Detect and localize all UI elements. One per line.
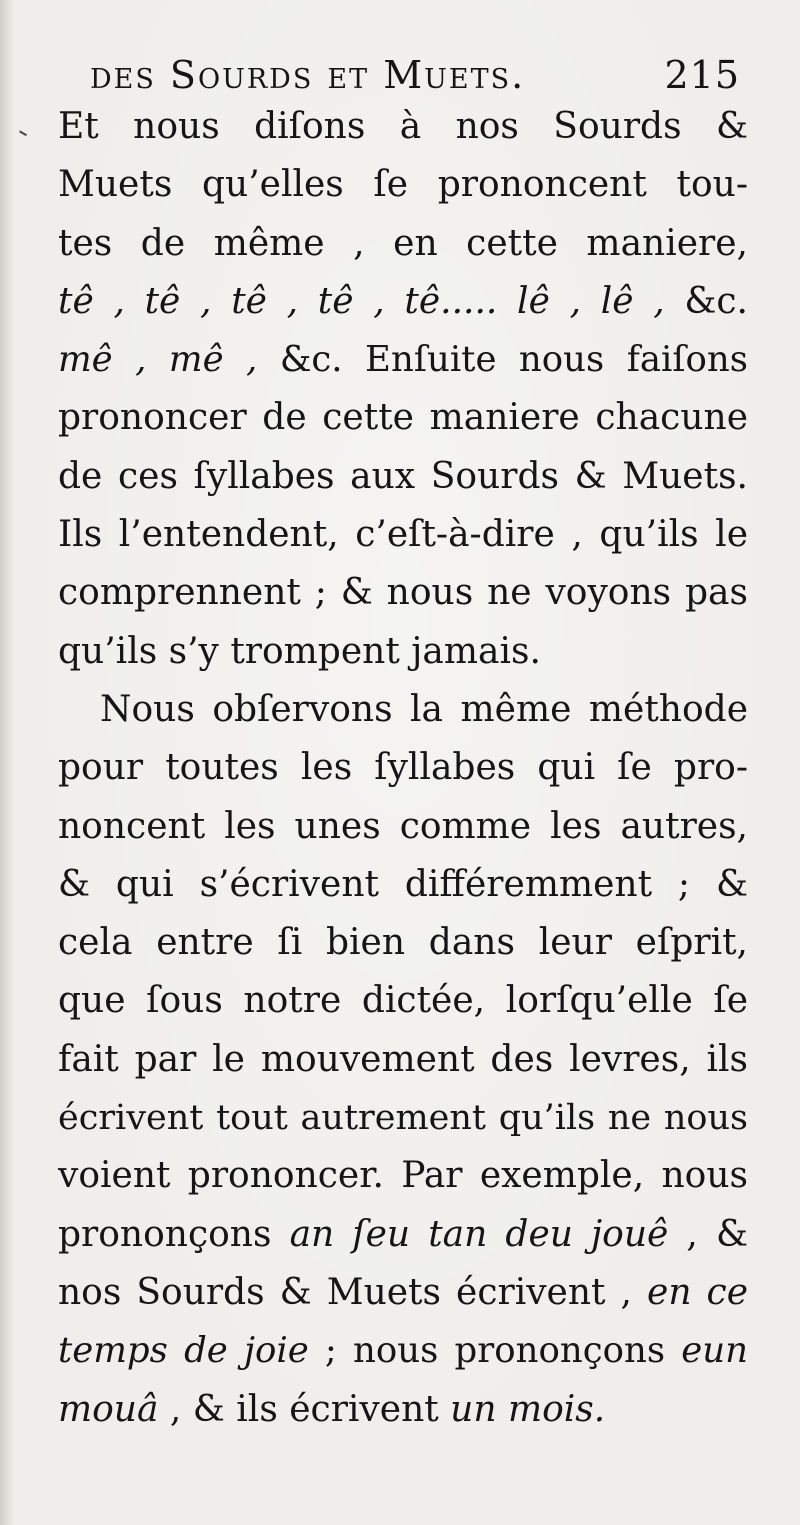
text-line [58,448,748,506]
text-segment: &c. Enſuite nous faiſons [279,339,748,381]
italic-segment: en ce [647,1271,748,1313]
stray-mark [17,130,27,139]
italic-segment: temps de joie [58,1330,309,1372]
text-line [58,215,748,273]
text-segment: Muets qu’elles ſe prononcent tou- [58,164,748,206]
text-segment: prononçons [58,1213,290,1255]
text-segment: fait par le mouvement des levres, ils [58,1038,748,1080]
text-line [58,681,748,739]
text-segment: qu’ils s’y trompent jamais. [58,630,541,672]
text-line [58,564,748,622]
text-line [58,156,748,214]
text-line [58,1322,748,1380]
text-segment: comprennent ; & nous ne voyons pas [58,572,748,614]
text-segment: prononcer de cette maniere chacune [58,397,748,439]
page-number: 215 [664,53,740,97]
text-segment: , & ils écrivent [158,1388,451,1430]
text-line [58,331,748,389]
text-segment: &c. [684,280,748,322]
text-segment: que ſous notre dictée, lorſqu’elle ſe [58,980,748,1022]
text-line [58,972,748,1030]
text-line [58,1031,748,1089]
text-line [58,389,748,447]
text-segment: Ils l’entendent, c’eſt-à-dire , qu’ils le [58,514,748,556]
text-line [58,1381,748,1439]
text-segment: voient prononcer. Par exemple, nous [58,1155,748,1197]
italic-segment: un mois. [450,1388,606,1430]
text-segment: tes de même , en cette maniere, [58,222,748,264]
text-segment: de ces ſyllabes aux Sourds & Muets. [58,455,748,497]
text-line [58,798,748,856]
text-segment: pour toutes les ſyllabes qui ſe pro- [58,747,748,789]
text-segment: nos Sourds & Muets écrivent , [58,1271,648,1313]
text-line [58,1206,748,1264]
text-segment: écrivent tout autrement qu’ils ne nous [58,1098,748,1139]
text-segment: Et nous diſons à nos Sourds & [58,106,748,147]
text-segment: ; nous prononçons [308,1330,682,1372]
italic-segment: mouâ [58,1388,159,1430]
text-segment: Nous obſervons la même méthode [100,688,748,730]
text-line [58,914,748,972]
text-segment: cela entre ſi bien dans leur eſprit, [58,922,748,964]
text-line [58,856,748,914]
text-line [58,1264,748,1322]
text-line [58,273,748,331]
text-line [58,623,748,681]
text-segment: noncent les unes comme les autres, [58,805,748,847]
italic-segment: an ſeu tan deu jouê [289,1213,669,1255]
page-edge-shadow [0,0,14,1525]
italic-segment: tê , tê , tê , tê , tê..... lê , lê , [58,280,685,322]
text-line [58,506,748,564]
text-line [58,98,748,156]
text-line [58,739,748,797]
running-header [90,52,740,98]
text-line [58,1147,748,1205]
running-title: des Sourds et Muets. [90,53,526,97]
text-segment: , & [668,1213,748,1255]
text-segment: & qui s’écrivent différemment ; & [58,863,748,905]
body-text [58,98,748,1439]
italic-segment: eun [681,1330,748,1372]
italic-segment: mê , mê , [58,339,280,381]
text-line [58,1089,748,1147]
